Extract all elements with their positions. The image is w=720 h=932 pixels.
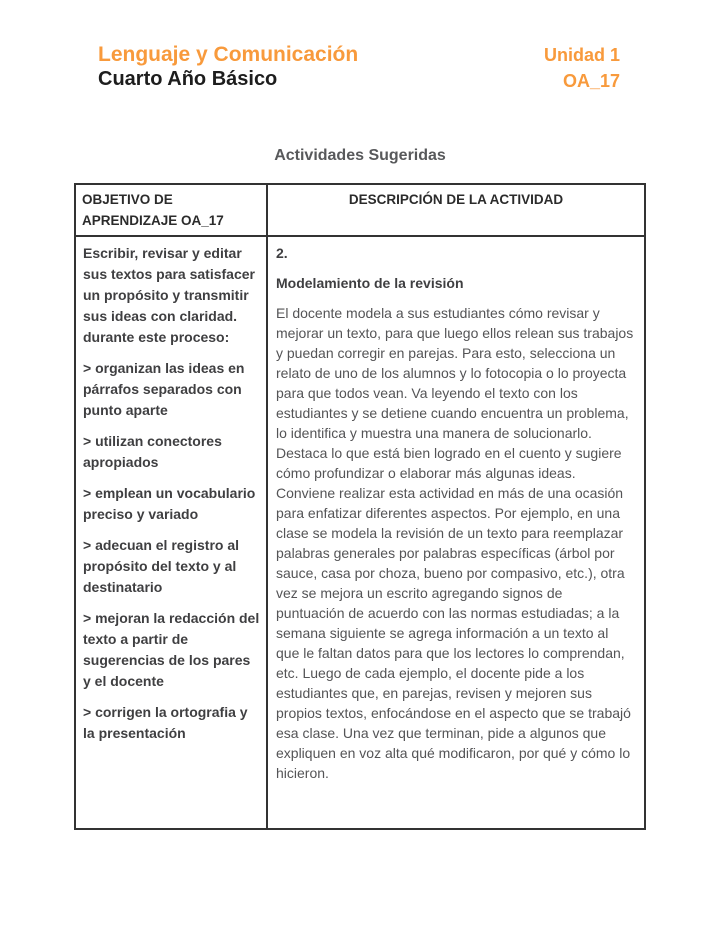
oa-code-label: OA_17 <box>562 71 620 91</box>
activity-title: Modelamiento de la revisión <box>276 275 464 291</box>
unit-label: Unidad 1 <box>543 45 620 65</box>
grade-title: Cuarto Año Básico <box>98 68 278 90</box>
description-column-header: DESCRIPCIÓN DE LA ACTIVIDAD <box>267 184 645 236</box>
objective-bullet: > mejoran la redacción del texto a partir de sugerencias de los pares y el docente <box>83 610 260 689</box>
objective-intro: Escribir, revisar y editar sus textos para satisfacer un propósito y transmitir sus ideas con claridad. durante este proceso: <box>83 245 255 345</box>
activity-number: 2. <box>276 245 288 261</box>
objective-bullet: > utilizan conectores apropiados <box>83 433 222 470</box>
header-left-block <box>98 42 358 91</box>
page-title: Actividades Sugeridas <box>274 147 446 164</box>
objective-bullet: > emplean un vocabulario preciso y variado <box>83 485 256 522</box>
table-row <box>75 236 645 829</box>
description-cell <box>267 236 645 829</box>
activity-description: El docente modela a sus estudiantes cómo revisar y mejorar un texto, para que luego ellos relean sus trabajos y puedan corregir en parejas. Para esto, selecciona un relato de uno de los alumnos y lo fotocopia o lo proyecta para que todos vean. Va leyendo el texto con los estudiantes y se detiene cuando encuentra un problema, lo identifica y muestra una manera de solucionarlo. Destaca lo que está bien logrado en el cuento y sugiere cómo profundizar o elaborar más algunas ideas. Conviene realizar esta actividad en más de una ocasión para enfatizar diferentes aspectos. Por ejemplo, en una clase se modela la revisión de un texto para reemplazar palabras generales por palabras específicas (árbol por sauce, casa por choza, bueno por compasivo, etc.), otra vez se mejora un escrito agregando signos de puntuación de acuerdo con las normas estudiadas; a la semana siguiente se agrega información a un texto al que le faltan datos para que los lectores lo comprendan, etc. Luego de cada ejemplo, el docente pide a los estudiantes que, en parejas, revisen y mejoren sus propios textos, enfocándose en el aspecto que se trabajó esa clase. Una vez que terminan, pide a algunos que expliquen en voz alta qué modificaron, por qué y cómo lo hicieron. <box>276 305 634 781</box>
document-header <box>0 0 720 94</box>
objective-bullet: > organizan las ideas en párrafos separados con punto aparte <box>83 360 245 418</box>
subject-title: Lenguaje y Comunicación <box>98 43 359 66</box>
table-header-row <box>75 184 645 236</box>
objective-bullet: > corrigen la ortografia y la presentación <box>83 704 248 741</box>
objective-cell <box>75 236 267 829</box>
objective-column-header: OBJETIVO DE APRENDIZAJE OA_17 <box>75 184 267 236</box>
header-right-block <box>544 42 620 94</box>
activities-table <box>74 183 646 830</box>
objective-bullet: > adecuan el registro al propósito del texto y al destinatario <box>83 537 240 595</box>
